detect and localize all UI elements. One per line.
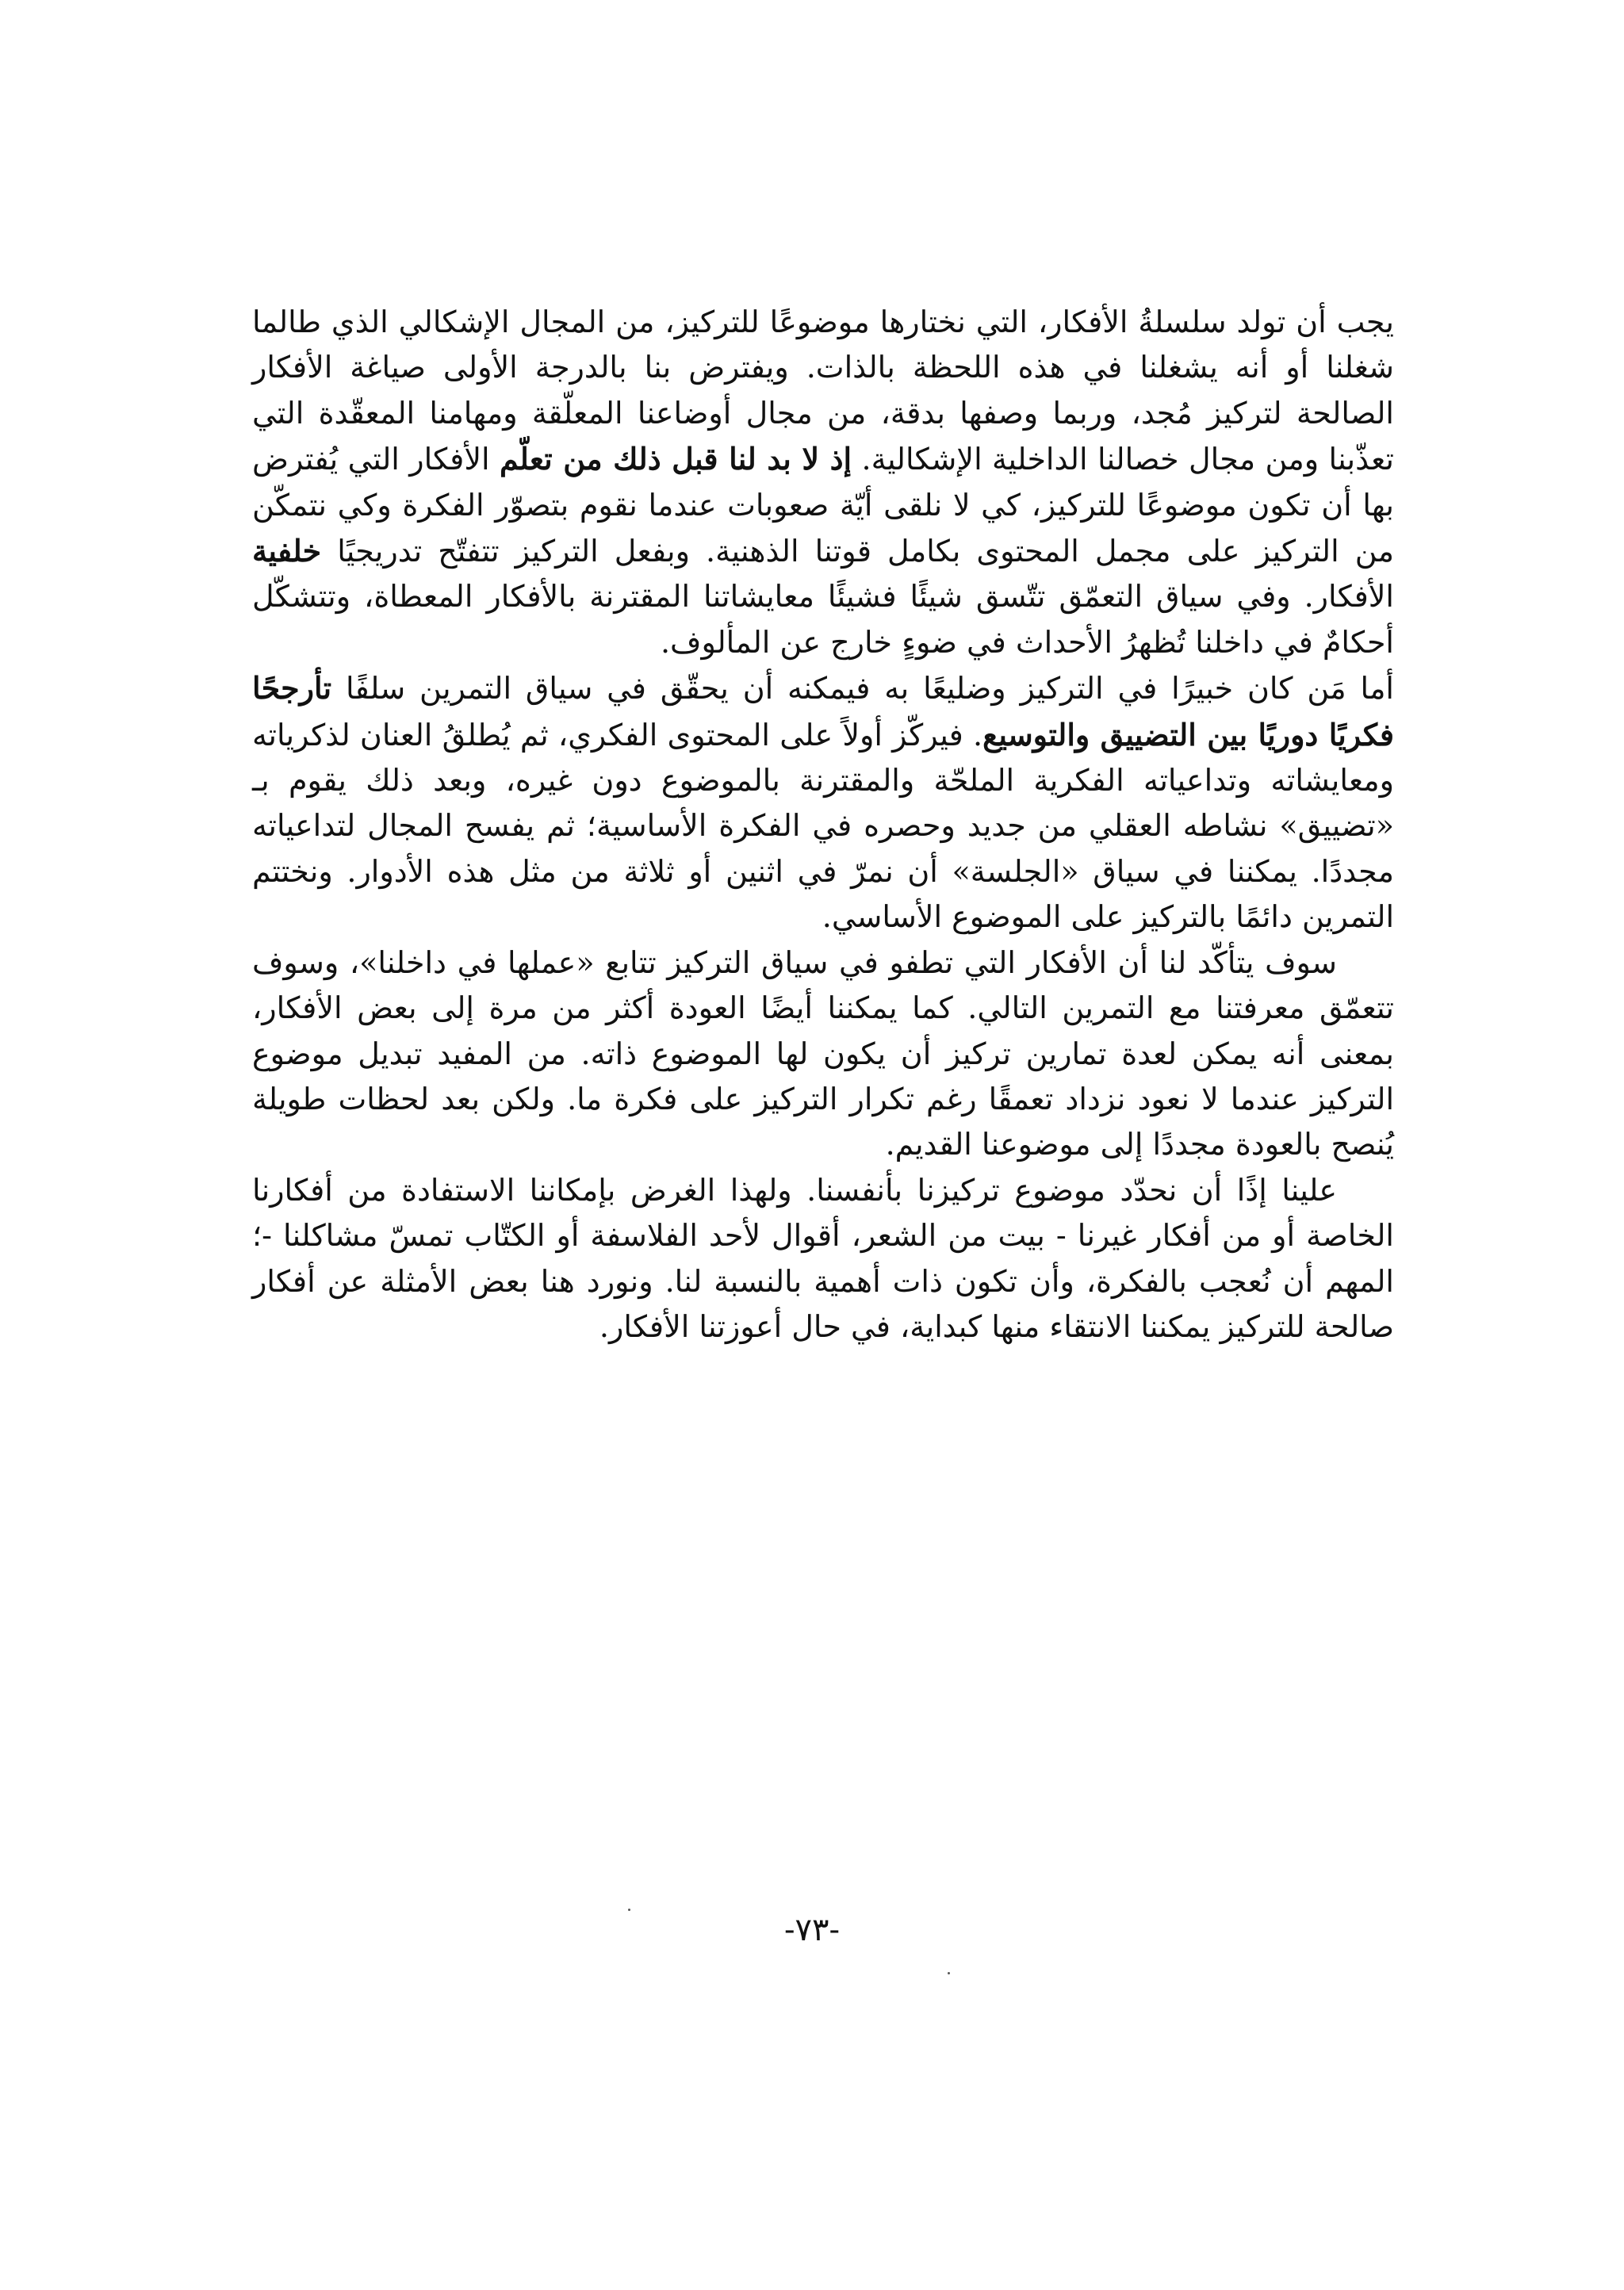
- bold-text-run: إذ لا بد لنا قبل ذلك من تعلّم: [499, 441, 852, 477]
- paragraph-4: [252, 1168, 1394, 1350]
- text-run: . فيركّز أولاً على المحتوى الفكري، ثم يُطلقُ العنان لذكرياته ومعايشاته وتداعياته الفكرية الملحّة والمقترنة بالموضوع دون غيره، وبعد ذلك يقوم بـ «تضييق» نشاطه العقلي من جديد وحصره في الفكرة الأساسية؛ ثم يفسح المجال لتداعياته مجددًا. يمكننا في سياق «الجلسة» أن نمرّ في اثنين أو ثلاثة من مثل هذه الأدوار. ونختتم التمرين دائمًا بالتركيز على الموضوع الأساسي.: [252, 717, 1394, 935]
- paragraph-1: [252, 300, 1394, 665]
- scan-speck: [628, 1909, 630, 1911]
- text-run: الأفكار التي يُفترض بها أن تكون موضوعًا للتركيز، كي لا نلقى أيّة صعوبات عندما نقوم بتصوّر الفكرة وكي نتمكّن من التركيز على مجمل المحتوى بكامل قوتنا الذهنية. وبفعل التركيز تتفتّح تدريجيًا: [252, 442, 1394, 569]
- scan-speck: [948, 1972, 950, 1974]
- text-run: أما مَن كان خبيرًا في التركيز وضليعًا به فيمكنه أن يحقّق في سياق التمرين سلفًا: [331, 671, 1394, 707]
- text-run: الأفكار. وفي سياق التعمّق تتّسق شيئًا فشيئًا معايشاتنا المقترنة بالأفكار المعطاة، وتتشكّل أحكامٌ في داخلنا تُظهرُ الأحداث في ضوءٍ خارج عن المألوف.: [252, 579, 1394, 660]
- text-run: علينا إذًا أن نحدّد موضوع تركيزنا بأنفسنا. ولهذا الغرض بإمكاننا الاستفادة من أفكارنا الخاصة أو من أفكار غيرنا - بيت من الشعر، أقوال لأحد الفلاسفة أو الكتّاب تمسّ مشاكلنا -؛ المهم أن نُعجب بالفكرة، وأن تكون ذات أهمية بالنسبة لنا. ونورد هنا بعض الأمثلة عن أفكار صالحة للتركيز يمكننا الانتقاء منها كبداية، في حال أعوزتنا الأفكار.: [252, 1172, 1394, 1344]
- body-text: [252, 300, 1394, 1350]
- paragraph-2: [252, 665, 1394, 940]
- text-run: سوف يتأكّد لنا أن الأفكار التي تطفو في سياق التركيز تتابع «عملها في داخلنا»، وسوف تتعمّق معرفتنا مع التمرين التالي. كما يمكننا أيضًا العودة أكثر من مرة إلى بعض الأفكار، بمعنى أنه يمكن لعدة تمارين تركيز أن يكون لها الموضوع ذاته. من المفيد تبديل موضوع التركيز عندما لا نعود نزداد تعمقًا رغم تكرار التركيز على فكرة ما. ولكن بعد لحظات طويلة يُنصح بالعودة مجددًا إلى موضوعنا القديم.: [252, 944, 1394, 1162]
- paragraph-3: [252, 940, 1394, 1168]
- bold-text-run: تأرجحًا فكريًا دوريًا بين التضييق والتوسيع: [252, 670, 1394, 752]
- page-number: -٧٣-: [784, 1912, 840, 1948]
- text-run: يجب أن تولد سلسلةُ الأفكار، التي نختارها موضوعًا للتركيز، من المجال الإشكالي الذي طالما شغلنا أو أنه يشغلنا في هذه اللحظة بالذات. ويفترض بنا بالدرجة الأولى صياغة الأفكار الصالحة لتركيز مُجد، وربما وصفها بدقة، من مجال أوضاعنا المعلّقة ومهامنا المعقّدة التي تعذّبنا ومن مجال خصالنا الداخلية الإشكالية.: [252, 304, 1394, 477]
- bold-text-run: خلفية: [252, 533, 322, 569]
